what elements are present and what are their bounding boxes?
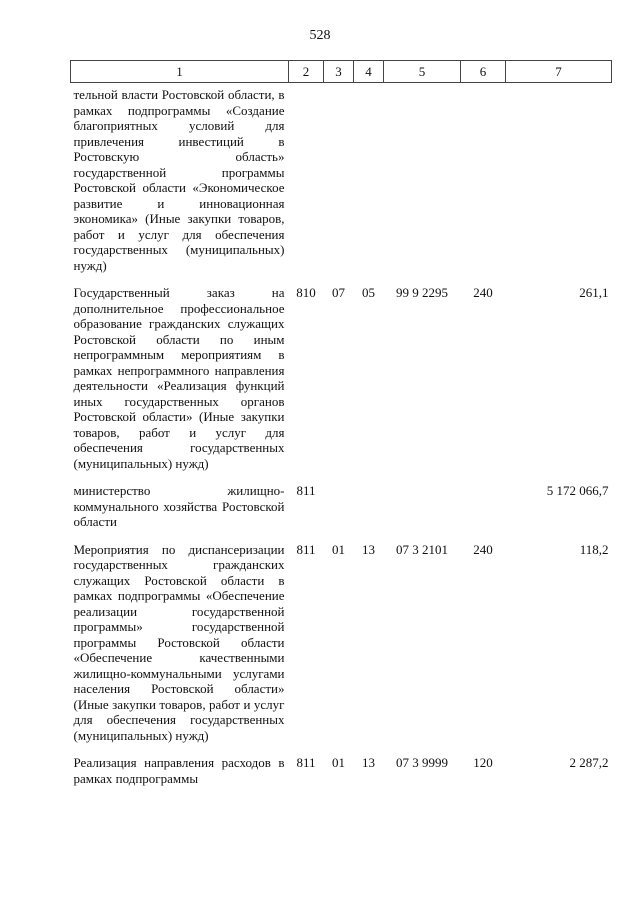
row-expense-type: 240 — [473, 285, 493, 300]
page-number: 528 — [309, 28, 331, 43]
column-header-1: 1 — [71, 61, 289, 83]
row-amount — [506, 83, 612, 274]
table-row — [71, 743, 612, 786]
row-section — [324, 83, 354, 274]
row-subsection — [354, 471, 384, 530]
row-description: тельной власти Ростовской области, в рамках подпрограммы «Создание благоприятных условий для привлечения инвестиций в Ростовскую область» государственной программы Ростовской области «Экономическое развитие и инновационная экономика» (Иные закупки товаров, работ и услуг для обеспечения государственных (муниципальных) нужд) — [73, 87, 285, 273]
budget-table — [70, 60, 612, 786]
row-subsection: 13 — [362, 755, 375, 770]
row-expense-type — [461, 83, 506, 274]
row-subsection: 13 — [362, 541, 375, 557]
row-amount: 5 172 066,7 — [546, 483, 609, 498]
table-row — [71, 83, 612, 274]
row-ministry-code: 811 — [296, 541, 316, 557]
row-section — [324, 471, 354, 530]
row-expense-type: 240 — [473, 541, 493, 557]
row-ministry-code: 810 — [296, 285, 316, 300]
row-section: 07 — [332, 285, 345, 300]
row-target-article: 07 3 9999 — [396, 755, 448, 770]
row-target-article: 99 9 2295 — [396, 285, 448, 300]
row-expense-type: 120 — [473, 755, 493, 770]
column-header-6: 6 — [461, 61, 506, 83]
row-amount: 261,1 — [579, 285, 609, 300]
row-ministry-code: 811 — [296, 755, 316, 770]
table-row — [71, 273, 612, 471]
table-header-row — [71, 61, 612, 83]
row-description: министерство жилищно-коммунального хозяйства Ростовской области — [73, 483, 285, 529]
table-row — [71, 530, 612, 744]
row-target-article — [384, 83, 461, 274]
row-target-article — [384, 471, 461, 530]
column-header-5: 5 — [384, 61, 461, 83]
row-description: Реализация направления расходов в рамках подпрограммы — [73, 755, 285, 786]
row-expense-type — [461, 471, 506, 530]
row-amount: 118,2 — [579, 541, 609, 557]
row-ministry-code — [289, 83, 324, 274]
row-ministry-code: 811 — [296, 483, 316, 498]
column-header-3: 3 — [324, 61, 354, 83]
table-row — [71, 471, 612, 530]
column-header-2: 2 — [289, 61, 324, 83]
row-subsection: 05 — [362, 285, 375, 300]
row-subsection — [354, 83, 384, 274]
column-header-7: 7 — [506, 61, 612, 83]
row-description: Государственный заказ на дополнительное профессиональное образование гражданских служащих Ростовской области по иным непрограммным мероприятиям в рамках непрограммного направления деятельности «Реализация функций иных государственных органов Ростовской области» (Иные закупки товаров, работ и услуг для обеспечения государственных (муниципальных) нужд) — [73, 285, 285, 471]
row-amount: 2 287,2 — [569, 755, 609, 770]
row-target-article: 07 3 2101 — [396, 541, 448, 557]
row-section: 01 — [332, 541, 345, 557]
row-description: Мероприятия по диспансеризации государственных гражданских служащих Ростовской области в рамках подпрограммы «Обеспечение реализации государственной программы» государственной программы Ростовской области «Обеспечение качественными жилищно-коммунальными услугами населения Ростовской области» (Иные закупки товаров, работ и услуг для обеспечения государственных (муниципальных) нужд) — [73, 541, 285, 743]
column-header-4: 4 — [354, 61, 384, 83]
row-section: 01 — [332, 755, 345, 770]
